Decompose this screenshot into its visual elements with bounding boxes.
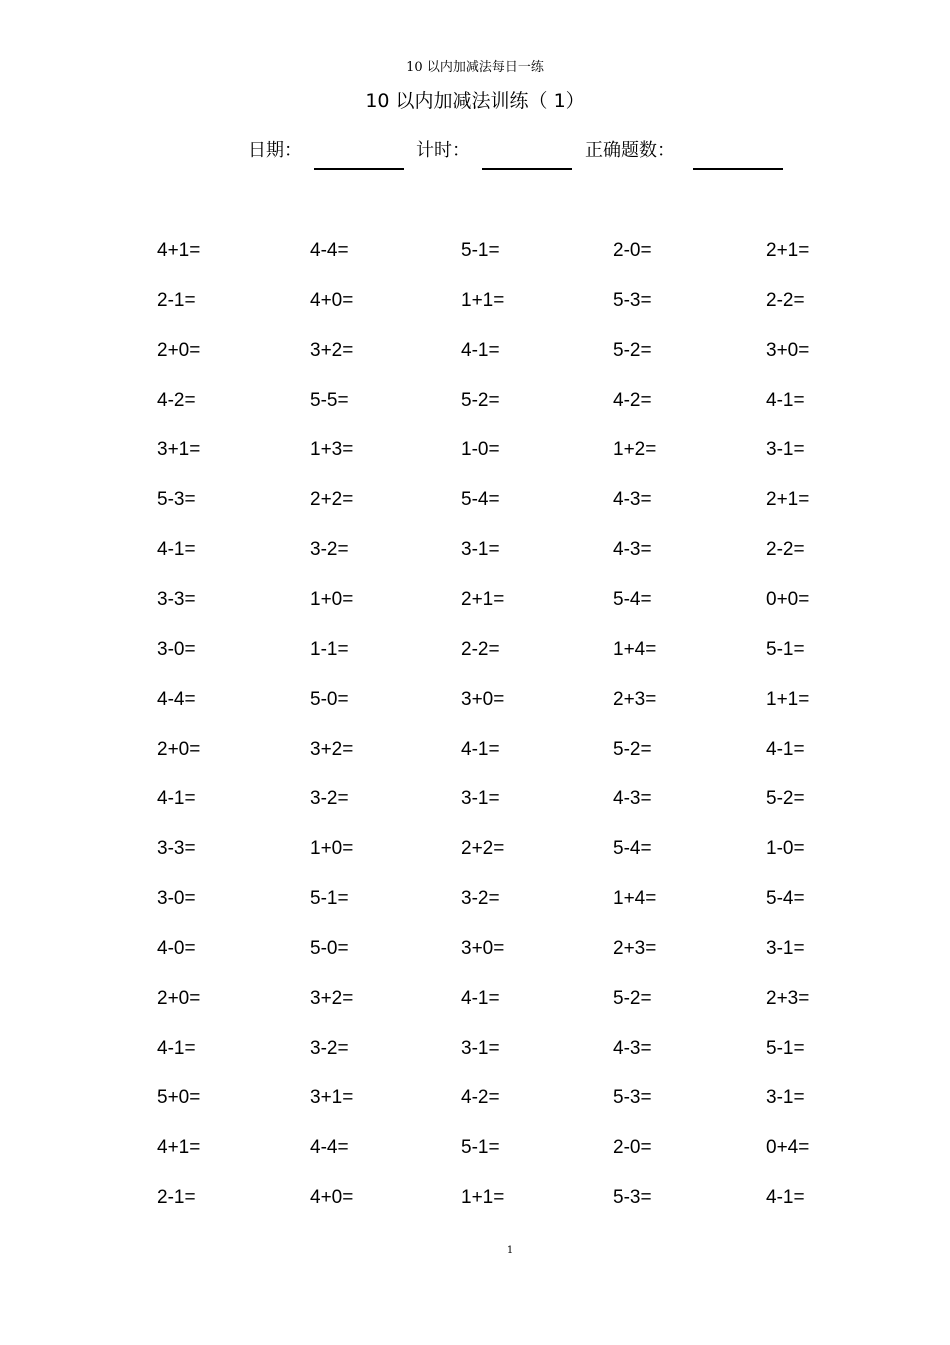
problem: 2-2=	[461, 638, 500, 660]
problem: 2-2=	[766, 539, 805, 561]
problem-row	[0, 237, 950, 265]
problem-row	[0, 1184, 950, 1212]
problem: 3-2=	[461, 888, 500, 910]
problem: 2-0=	[613, 240, 652, 261]
problem: 3-1=	[766, 1087, 805, 1109]
problem: 5-3=	[613, 289, 652, 311]
problem: 5-3=	[613, 1087, 652, 1109]
problem: 2-1=	[157, 289, 196, 311]
problem: 2+1=	[461, 588, 505, 610]
problem: 5-2=	[461, 389, 500, 411]
problem-row	[0, 536, 950, 564]
problem: 4-1=	[157, 788, 196, 810]
problem: 4-1=	[157, 1037, 196, 1059]
problem: 4-0=	[157, 937, 196, 959]
problem-row	[0, 785, 950, 813]
problem: 1+1=	[461, 1187, 505, 1209]
problem-row	[0, 636, 950, 664]
problem: 4-1=	[461, 987, 500, 1009]
problem: 1-0=	[461, 439, 500, 461]
problem: 1+3=	[310, 439, 354, 461]
problem: 3+0=	[461, 688, 505, 710]
problem: 3+0=	[766, 339, 810, 361]
problem: 4-4=	[157, 688, 196, 710]
problem: 5+0=	[157, 1087, 201, 1109]
problem: 3-0=	[157, 888, 196, 910]
problem: 5-3=	[613, 1187, 652, 1209]
problem: 3-2=	[310, 788, 349, 810]
problem: 3-1=	[766, 937, 805, 959]
problem: 3+2=	[310, 339, 354, 361]
problem: 4+0=	[310, 289, 354, 311]
running-header: 10 以内加减法每日一练	[406, 60, 544, 75]
problem-row	[0, 337, 950, 365]
problem: 3+1=	[157, 439, 201, 461]
problem: 2+0=	[157, 987, 201, 1009]
problem: 5-0=	[310, 937, 349, 959]
problem: 3-2=	[310, 1037, 349, 1059]
problem: 3-2=	[310, 539, 349, 561]
problem: 1+4=	[613, 888, 657, 910]
problem: 3-1=	[461, 788, 500, 810]
problem-row	[0, 1084, 950, 1112]
problem: 3-3=	[157, 838, 196, 860]
problem: 2+1=	[766, 489, 810, 511]
problem: 4-1=	[766, 1187, 805, 1209]
problem: 5-4=	[613, 588, 652, 610]
problem: 4+0=	[310, 1187, 354, 1209]
problem: 1-0=	[766, 838, 805, 860]
problem-row	[0, 985, 950, 1013]
problem: 1+4=	[613, 638, 657, 660]
problem: 5-1=	[766, 1037, 805, 1059]
problem: 1+0=	[310, 838, 354, 860]
problem: 2+0=	[157, 738, 201, 760]
problem: 2-0=	[613, 1137, 652, 1159]
problem: 2-1=	[157, 1187, 196, 1209]
problem: 3-1=	[461, 539, 500, 561]
problem: 3-1=	[766, 439, 805, 461]
date-label: 日期：	[248, 140, 302, 161]
problem-row	[0, 935, 950, 963]
problem: 4-3=	[613, 788, 652, 810]
problem: 2+0=	[157, 339, 201, 361]
problem: 2-2=	[766, 289, 805, 311]
problem-row	[0, 1134, 950, 1162]
problem: 3+2=	[310, 987, 354, 1009]
problem: 4-3=	[613, 539, 652, 561]
problem: 0+0=	[766, 588, 810, 610]
problem: 5-1=	[461, 240, 500, 261]
problem-row	[0, 686, 950, 714]
problem: 4-2=	[461, 1087, 500, 1109]
problem: 4-1=	[461, 738, 500, 760]
problem: 5-4=	[461, 489, 500, 511]
problem-row	[0, 1035, 950, 1063]
problem: 4-4=	[310, 1137, 349, 1159]
problem-row	[0, 486, 950, 514]
problem: 4-3=	[613, 1037, 652, 1059]
problem: 3+0=	[461, 937, 505, 959]
problem-row	[0, 586, 950, 614]
problem: 4-1=	[157, 539, 196, 561]
problem: 1-1=	[310, 638, 349, 660]
problem: 4-2=	[157, 389, 196, 411]
page-number: 1	[506, 1245, 514, 1256]
problem-row	[0, 436, 950, 464]
problem: 1+1=	[461, 289, 505, 311]
problem: 5-0=	[310, 688, 349, 710]
problem: 4-2=	[613, 389, 652, 411]
problem: 5-2=	[766, 788, 805, 810]
problem: 5-4=	[766, 888, 805, 910]
problem: 4-1=	[766, 738, 805, 760]
problem: 4-4=	[310, 240, 349, 261]
problem: 5-1=	[766, 638, 805, 660]
correct-count-label: 正确题数：	[585, 140, 675, 161]
problem: 5-4=	[613, 838, 652, 860]
problem: 5-2=	[613, 738, 652, 760]
problem: 3+2=	[310, 738, 354, 760]
problem: 2+3=	[766, 987, 810, 1009]
problem: 3-0=	[157, 638, 196, 660]
problem: 5-1=	[461, 1137, 500, 1159]
problem: 3-3=	[157, 588, 196, 610]
problem: 4+1=	[157, 240, 201, 261]
problem: 2+3=	[613, 937, 657, 959]
problem: 4-1=	[461, 339, 500, 361]
problem: 3-1=	[461, 1037, 500, 1059]
problem: 1+0=	[310, 588, 354, 610]
problem: 1+2=	[613, 439, 657, 461]
problem: 2+2=	[461, 838, 505, 860]
problem-row	[0, 736, 950, 764]
problem-row	[0, 387, 950, 415]
timer-label: 计时：	[416, 140, 470, 161]
worksheet-title: 10 以内加减法训练（ 1）	[365, 90, 585, 112]
problem: 5-3=	[157, 489, 196, 511]
problem-row	[0, 835, 950, 863]
problem: 0+4=	[766, 1137, 810, 1159]
problem: 2+3=	[613, 688, 657, 710]
problem: 4-3=	[613, 489, 652, 511]
problem: 5-1=	[310, 888, 349, 910]
problem: 5-5=	[310, 389, 349, 411]
problem-row	[0, 885, 950, 913]
problem: 2+2=	[310, 489, 354, 511]
problem: 1+1=	[766, 688, 810, 710]
problem: 2+1=	[766, 240, 810, 261]
problem: 5-2=	[613, 987, 652, 1009]
problem: 3+1=	[310, 1087, 354, 1109]
problem: 4-1=	[766, 389, 805, 411]
problem-row	[0, 287, 950, 315]
problem: 5-2=	[613, 339, 652, 361]
problem: 4+1=	[157, 1137, 201, 1159]
